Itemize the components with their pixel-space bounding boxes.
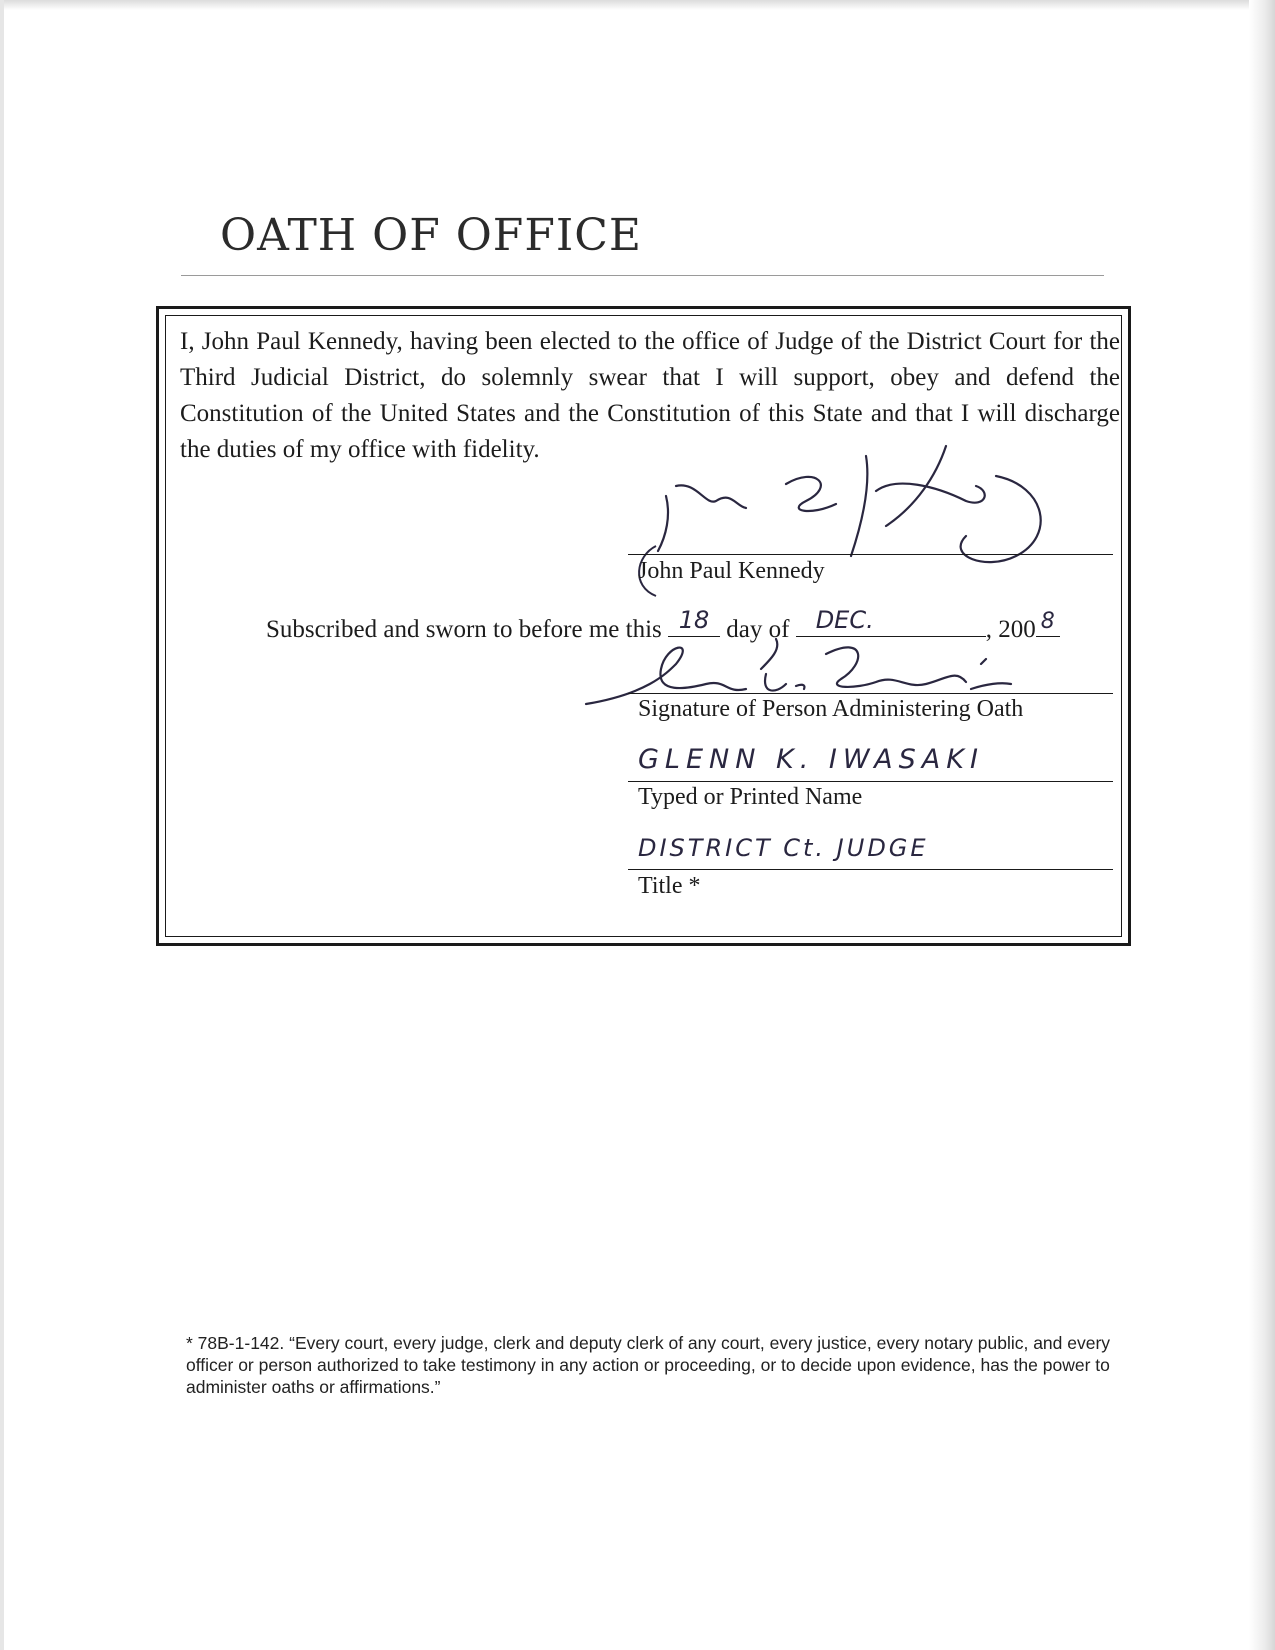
administrator-title: DISTRICT Ct. JUDGE <box>638 834 929 862</box>
sworn-year-suffix: 8 <box>1040 609 1055 634</box>
administrator-signature-label: Signature of Person Administering Oath <box>638 696 1024 722</box>
printed-name-line <box>628 781 1113 782</box>
oath-box <box>156 306 1131 946</box>
title-label: Title * <box>638 873 701 899</box>
sworn-month: DEC. <box>815 606 874 634</box>
page-edge-top <box>0 0 1275 10</box>
sworn-day-field <box>668 606 720 637</box>
sworn-day: 18 <box>678 606 710 634</box>
page-edge-right <box>1249 0 1275 1650</box>
oath-box-inner-border <box>165 315 1122 937</box>
sworn-day-of-label: day of <box>726 616 790 643</box>
sworn-year-prefix: , 200 <box>985 616 1036 643</box>
administrator-signature-line <box>628 693 1113 694</box>
page-edge-left <box>0 0 4 1650</box>
printed-name-label: Typed or Printed Name <box>638 784 863 810</box>
administrator-printed-name: GLENN K. IWASAKI <box>638 744 984 775</box>
sworn-month-field <box>796 606 986 637</box>
document-title: OATH OF OFFICE <box>220 210 643 261</box>
affiant-signature-line <box>628 554 1113 555</box>
title-line <box>628 869 1113 870</box>
sworn-year-field <box>1036 610 1060 637</box>
footnote: * 78B-1-142. “Every court, every judge, clerk and deputy clerk of any court, every justice, every notary public, and every officer or person authorized to take testimony in any action or proceeding, or to decide upon evidence, has the power to administer oaths or affirmations.” <box>186 1333 1111 1397</box>
oath-text: I, John Paul Kennedy, having been elected to the office of Judge of the District Court for the Third Judicial District, do solemnly swear that I will support, obey and defend the Constitution of the United States and the Constitution of this State and that I will discharge the duties of my office with fidelity. <box>180 328 1120 463</box>
affiant-printed-name: John Paul Kennedy <box>638 558 825 584</box>
title-rule <box>181 275 1104 276</box>
sworn-prefix: Subscribed and sworn to before me this <box>266 616 662 643</box>
